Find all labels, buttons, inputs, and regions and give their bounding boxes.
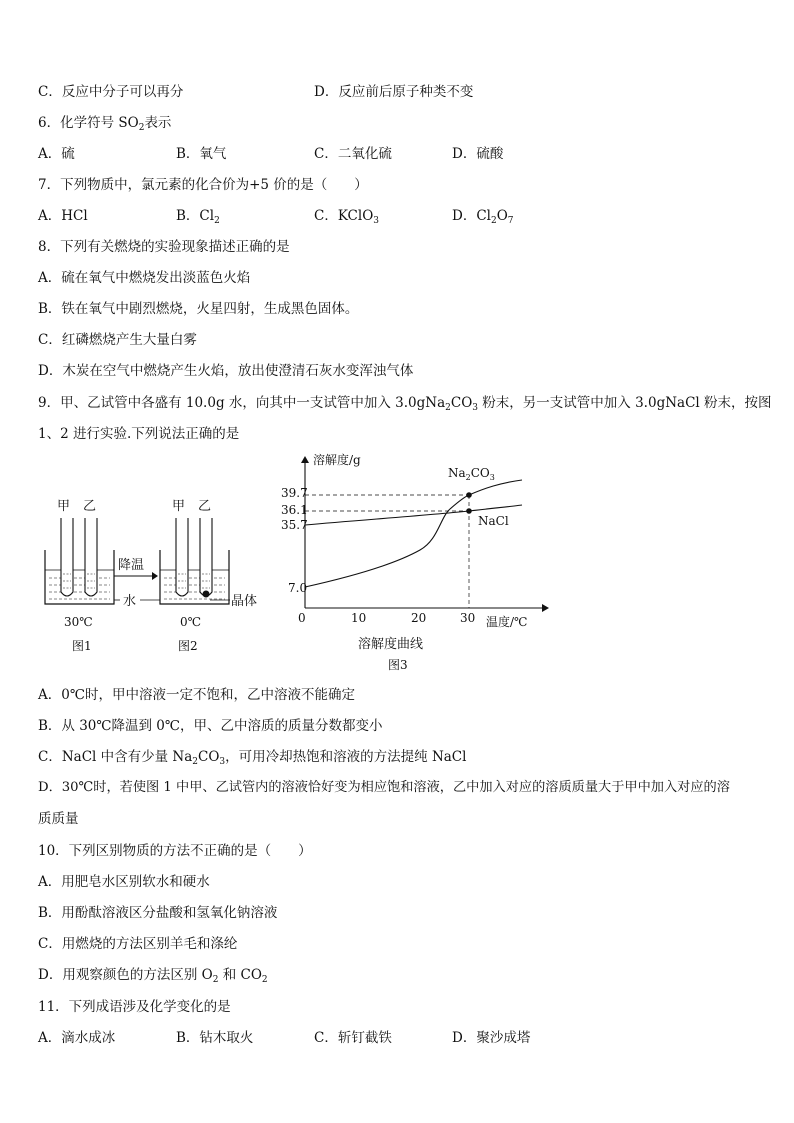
q10-option-b: B．用酚酞溶液区分盐酸和氢氧化钠溶液 (38, 905, 278, 921)
cooling-arrow (114, 558, 158, 580)
q6-option-d: D．硫酸 (452, 146, 504, 162)
tube-label-jia-1: 甲 (57, 499, 71, 514)
q6-option-b: B．氧气 (176, 146, 227, 162)
y-tick-7: 7.0 (288, 581, 308, 595)
fig1-caption: 图1 (72, 639, 92, 653)
q6-option-a: A．硫 (38, 146, 75, 162)
crystal-dot (203, 591, 210, 598)
x-tick-10: 10 (351, 611, 367, 625)
q11-option-b: B．钻木取火 (176, 1030, 254, 1046)
q8-stem: 8．下列有关燃烧的实验现象描述正确的是 (38, 239, 290, 255)
x-tick-0: 0 (298, 611, 306, 625)
q9-option-a: A．0℃时，甲中溶液一定不饱和，乙中溶液不能确定 (38, 687, 355, 703)
beaker-figure-1 (45, 499, 114, 653)
q10-stem: 10．下列区别物质的方法不正确的是（ ） (38, 843, 312, 859)
q8-option-a: A．硫在氧气中燃烧发出淡蓝色火焰 (38, 270, 251, 286)
arrow-label: 降温 (118, 558, 145, 573)
q7-option-d: D．$Cl_2O_7$ (452, 208, 514, 226)
y-axis-label: 溶解度/g (313, 453, 361, 467)
beaker-figure-2 (160, 499, 257, 653)
q9-option-c: C．NaCl 中含有少量 $Na_2CO_3$，可用冷却热饱和溶液的方法提纯 NaCl (38, 749, 467, 767)
q7-stem: 7．下列物质中，氯元素的化合价为+5 价的是（ ） (38, 177, 368, 193)
x-tick-20: 20 (411, 611, 427, 625)
q11-option-d: D．聚沙成塔 (452, 1030, 531, 1046)
q11-option-c: C．斩钉截铁 (314, 1030, 392, 1046)
temp-label-0: 0℃ (180, 615, 202, 629)
water-label: 水 (123, 594, 137, 609)
q7-option-a: A．HCl (38, 208, 88, 224)
fig2-caption: 图2 (178, 639, 198, 653)
temp-label-30: 30℃ (64, 615, 93, 629)
point-na2co3-30 (466, 492, 472, 498)
q9-option-b: B．从 30℃降温到 0℃，甲、乙中溶质的质量分数都变小 (38, 718, 383, 734)
q8-option-c: C．红磷燃烧产生大量白雾 (38, 332, 197, 348)
q11-stem: 11．下列成语涉及化学变化的是 (38, 999, 231, 1015)
q9-option-d-line2: 质质量 (38, 811, 79, 827)
q9-stem-line2: 1、2 进行实验.下列说法正确的是 (38, 426, 240, 442)
q5-option-d: D．反应前后原子种类不变 (314, 84, 474, 100)
x-tick-30: 30 (460, 611, 476, 625)
chart-caption: 溶解度曲线 (358, 637, 424, 652)
fig3-caption: 图3 (388, 658, 408, 672)
q10-option-a: A．用肥皂水区别软水和硬水 (38, 874, 210, 890)
q10-option-c: C．用燃烧的方法区别羊毛和涤纶 (38, 936, 238, 952)
q8-option-d: D．木炭在空气中燃烧产生火焰，放出使澄清石灰水变浑浊气体 (38, 363, 414, 379)
q7-option-c: C．KClO$_3$ (314, 208, 380, 226)
q5-option-c: C．反应中分子可以再分 (38, 84, 184, 100)
q6-option-c: C．二氧化硫 (314, 146, 392, 162)
q7-option-b: B．$Cl_2$ (176, 208, 220, 226)
point-nacl-30 (466, 508, 472, 514)
crystal-label: 晶体 (231, 594, 258, 609)
q9-option-d-line1: D．30℃时，若使图 1 中甲、乙试管内的溶液恰好变为相应饱和溶液，乙中加入对应的溶质质量大于甲中加入对应的溶 (38, 780, 730, 795)
label-nacl: NaCl (478, 514, 509, 528)
q9-stem-line1: 9．甲、乙试管中各盛有 10.0g 水，向其中一支试管中加入 $3.0gNa_2CO_3$ 粉末，另一支试管中加入 3.0gNaCl 粉末，按图 (38, 395, 772, 413)
tube-label-yi-1: 乙 (83, 499, 97, 514)
y-tick-35-7: 35.7 (281, 518, 308, 532)
tube-label-yi-2: 乙 (198, 499, 212, 514)
series-line-na2co3 (305, 480, 522, 587)
q10-option-d: D．用观察颜色的方法区别 $O_2$ 和 $CO_2$ (38, 967, 268, 985)
q8-option-b: B．铁在氧气中剧烈燃烧，火星四射，生成黑色固体。 (38, 301, 359, 317)
y-tick-36-1: 36.1 (281, 503, 308, 517)
tube-label-jia-2: 甲 (172, 499, 186, 514)
label-na2co3: $Na_2CO_3$ (448, 466, 495, 482)
x-axis-label: 温度/℃ (486, 615, 528, 629)
solubility-chart (281, 452, 549, 672)
q11-option-a: A．滴水成冰 (38, 1030, 116, 1046)
q6-stem: 6．化学符号 $SO_2$表示 (38, 115, 172, 133)
y-tick-39-7: 39.7 (281, 486, 308, 500)
q9-figure (30, 452, 560, 680)
